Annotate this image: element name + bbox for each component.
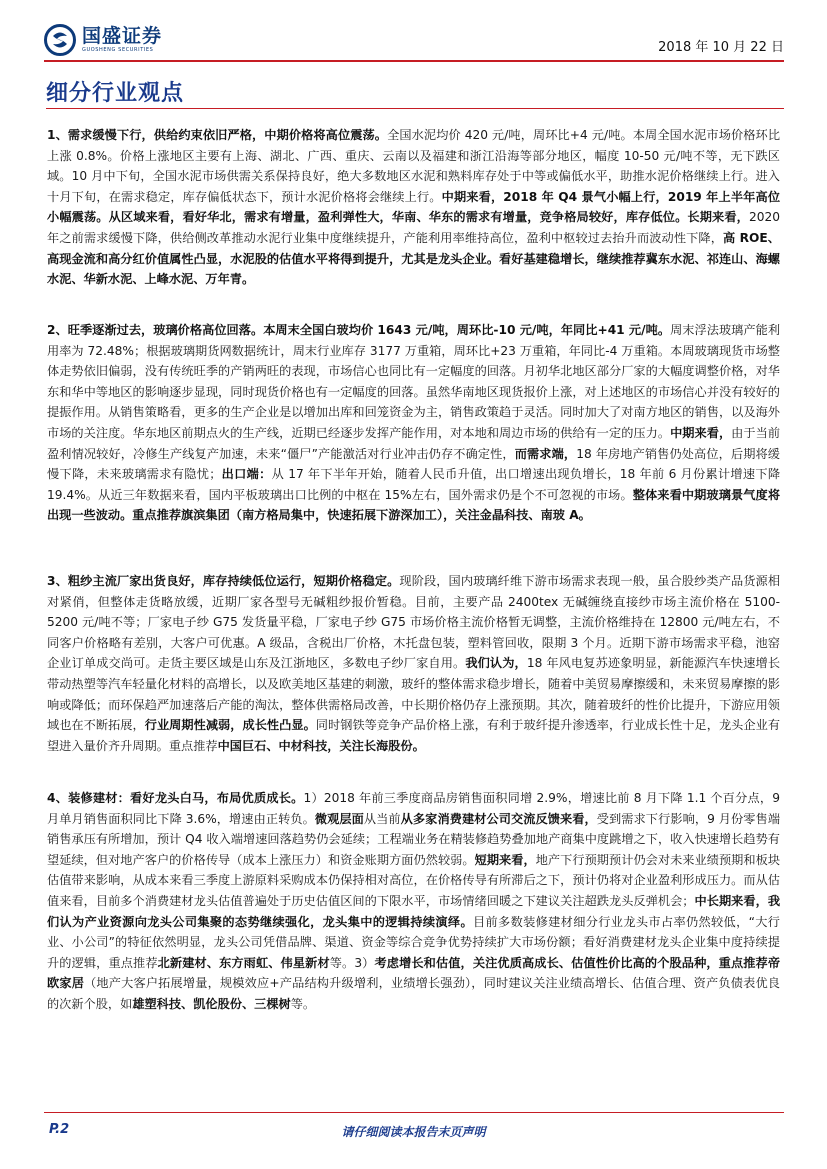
body-text: 18 年风电复苏迹象明显，新能源汽车快速增长带动热塑等汽车轻量化材料的高增长，以及欧美地区基建的刺激，玻纤的整体需求稳步增长，随着中美贸易摩擦缓和，未来贸易摩擦的影响或降低；而环保趋严加速落后产能的淘汰，整体供需格局改善，中长期价格仍存上涨预期。其次，随着玻纤的性价比提升，下游应用领域也在不断拓展， [47, 656, 781, 733]
paragraph-decoration-materials [47, 788, 780, 1015]
body-text: 目前多数装修建材细分行业龙头市占率仍然较低，“大行业、小公司”的特征依然明显，龙头公司凭借品牌、渠道、资金等综合竞争优势持续扩大市场份额；看好消费建材龙头企业集中度持续提升的逻辑，重点推荐 [47, 914, 780, 970]
body-text: 受到需求下行影响，9 月份零售端销售承压有所增加，预计 Q4 收入端增速回落趋势仍会延续；工程端业务在精装修趋势叠加地产商集中度跳增之下，收入快速增长趋势有望延续，但对地产客户的价格传导（成本上涨压力）和资金账期方面仍然较弱。 [47, 811, 781, 867]
body-text: 18 年房地产销售仍处高位，后期将缓慢下降，未来玻璃需求有隐忧； [47, 446, 780, 482]
body-text: 从 17 年下半年开始，随着人民币升值，出口增速出现负增长，18 年前 6 月份累计增速下降 19.4%。从近三年数据来看，国内平板玻璃出口比例的中枢在 15%左右，国外需求仍是个不可忽视的市场。 [47, 467, 781, 502]
emphasis-text: 行业周期性减弱，成长性凸显。 [144, 718, 316, 733]
body-text: 2020 年之前需求缓慢下降，供给侧改革推动水泥行业集中度继续提升，产能利用率维持高位，盈利中枢较过去抬升而波动性下降， [47, 210, 780, 245]
body-text: 等。3） [329, 955, 375, 970]
emphasis-text: 出口端： [221, 467, 272, 482]
body-text: 地产下行预期预计仍会对未来业绩预期和板块估值带来影响，从成本来看三季度上游原料采购成本仍保持相对高位，在价格传导有所滞后之下，预计仍将对企业盈利形成压力。而从估值来看，目前多个消费建材龙头估值普遍处于历史估值区间的下限水平，市场情绪回暖之下建议关注超跌龙头反弹机会； [47, 852, 781, 908]
body-text: 现阶段，国内玻璃纤维下游市场需求表现一般，虽合股纱类产品货源相对紧俏，但整体走货略放缓，近期厂家各型号无碱粗纱报价暂稳。目前，主要产品 2400tex 无碱缠绕直接纱市场主流价格在 5100-5200 元/吨不等；厂家电子纱 G75 发货量平稳，厂家电子纱 G75 市场价格主流价格暂无调整，主流价格维持在 12800 元/吨左右，不同客户价格略有差别，大客户可优惠。A 级品，含税出厂价格，木托盘包装，塑料管回收，限期 3 个月。近期下游市场需求平稳，池窑企业订单成交尚可。走货主要区域是山东及江浙地区，多数电子纱厂家自用。 [47, 574, 781, 671]
emphasis-text: 考虑增长和估值，关注优质高成长、估值性价比高的个股品种，重点推荐帝欧家居 [47, 955, 781, 991]
emphasis-text: 4、装修建材：看好龙头白马，布局优质成长。 [47, 791, 304, 805]
emphasis-text: 微观层面 [314, 811, 364, 826]
emphasis-text: 中国巨石、中材科技，关注长海股份。 [217, 738, 425, 753]
emphasis-text: 中期来看， [670, 425, 732, 440]
section-title: 细分行业观点 [46, 81, 185, 106]
emphasis-text: 1、需求缓慢下行，供给约束依旧严格，中期价格将高位震荡。 [47, 128, 388, 142]
emphasis-text: 从多家消费建材公司交流反馈来看， [400, 811, 597, 826]
emphasis-text: 3、粗纱主流厂家出货良好，库存持续低位运行，短期价格稳定。 [47, 574, 400, 588]
emphasis-text: 短期来看， [474, 852, 536, 867]
emphasis-text: 雄塑科技、凯伦股份、三棵树 [132, 996, 291, 1011]
section-divider [46, 108, 784, 109]
guosheng-logo-icon [44, 24, 76, 56]
body-text: 等。 [290, 996, 316, 1011]
footer-disclaimer: 请仔细阅读本报告末页声明 [341, 1125, 486, 1139]
logo-company-name: 国盛证券 [82, 25, 163, 47]
report-date: 2018 年 10 月 22 日 [658, 40, 784, 55]
body-text: （地产大客户拓展增量，规模效应+产品结构升级增利，业绩增长强劲），同时建议关注业绩高增长、估值合理、资产负债表优良的次新个股，如 [47, 976, 780, 1011]
body-text: 全国水泥均价 420 元/吨，周环比+4 元/吨。本周全国水泥市场价格环比上涨 0.8%。价格上涨地区主要有上海、湖北、广西、重庆、云南以及福建和浙江沿海等部分地区，幅度 10-50 元/吨不等，无下跌区域。10 月中下旬，全国水泥市场供需关系保持良好，绝大多数地区水泥和熟料库存处于中等或偏低水平，助推水泥价格继续上行。进入十月下旬，在需求稳定，库存偏低状态下，预计水泥价格将会继续上行。 [47, 128, 781, 204]
paragraph-glass [47, 320, 780, 526]
emphasis-text: 整体来看中期玻璃景气度将出现一些波动。重点推荐旗滨集团（南方格局集中，快速拓展下游深加工），关注金晶科技、南玻 A。 [47, 487, 781, 523]
body-text: 周末浮法玻璃产能利用率为 72.48%；根据玻璃期货网数据统计，周末行业库存 3177 万重箱，周环比+23 万重箱，年同比-4 万重箱。本周玻璃现货市场整体走势依旧偏弱，没有传统旺季的产销两旺的表现，市场信心也同比有一定幅度的回落。月初华北地区部分厂家的大幅度调整价格，对华东和华中等地区的影响逐步显现，同时现货价格也有一定幅度的回落。虽然华南地区现货报价上涨，对上述地区的市场信心并没有较好的提振作用。从销售策略看，更多的生产企业是以增加出库和回笼资金为主，销售政策趋于灵活。同时加大了对南方地区的销售，以及海外市场的关注度。华东地区前期点火的生产线，近期已经逐步发挥产能作用，对本地和周边市场的供给有一定的压力。 [47, 323, 781, 440]
body-text: 从当前 [363, 811, 401, 826]
body-text: 同时钢铁等竞争产品价格上涨，有利于玻纤提升渗透率，行业成长性十足，龙头企业有望进入量价齐升周期。重点推荐 [47, 718, 781, 753]
company-logo [44, 24, 162, 56]
paragraph-fiberglass [47, 571, 780, 756]
body-text: 1）2018 年前三季度商品房销售面积同增 2.9%，增速比前 8 月下降 1.1 个百分点，9 月单月销售面积同比下降 3.6%，增速由正转负。 [47, 791, 781, 826]
footer-divider [44, 1112, 784, 1113]
paragraph-cement [47, 125, 780, 290]
emphasis-text: 中长期来看，我们认为产业资源向龙头公司集聚的态势继续强化，龙头集中的逻辑持续演绎。 [47, 893, 781, 929]
emphasis-text: 中期来看，2018 年 Q4 景气小幅上行，2019 年上半年高位小幅震荡。从区域来看，看好华北，需求有增量，盈利弹性大，华南、华东的需求有增量，竞争格局较好，库存低位。长期来看， [47, 189, 781, 225]
emphasis-text: 北新建材、东方雨虹、伟星新材 [157, 955, 330, 970]
emphasis-text: 高 ROE、高现金流和高分红价值属性凸显，水泥股的估值水平将得到提升，尤其是龙头企业。看好基建稳增长，继续推荐冀东水泥、祁连山、海螺水泥、华新水泥、上峰水泥、万年青。 [47, 230, 780, 287]
header-divider [44, 60, 784, 62]
emphasis-text: 而需求端， [514, 446, 577, 461]
emphasis-text: 2、旺季逐渐过去，玻璃价格高位回落。本周末全国白玻均价 1643 元/吨，周环比-10 元/吨，年同比+41 元/吨。 [47, 323, 671, 337]
page-header [44, 20, 784, 56]
logo-company-name-en: GUOSHENG SECURITIES [82, 47, 154, 53]
page-number: P.2 [49, 1122, 70, 1137]
body-text: 由于当前盈利情况较好，冷修生产线复产加速，未来“僵尸”产能激活对行业冲击仍存不确定性， [47, 425, 781, 461]
emphasis-text: 我们认为， [465, 656, 527, 671]
